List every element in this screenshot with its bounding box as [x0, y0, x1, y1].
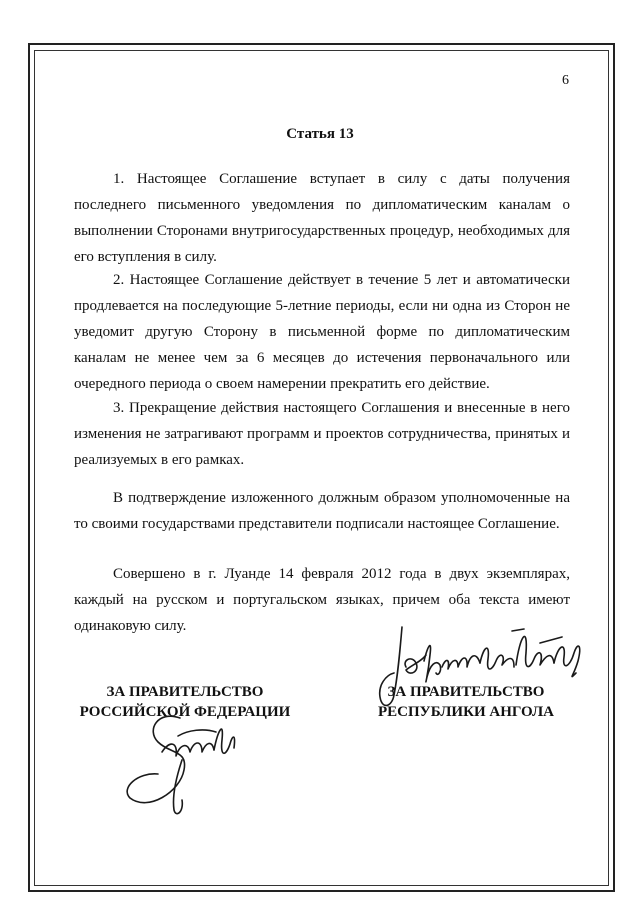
signatory-left-line1: ЗА ПРАВИТЕЛЬСТВО: [106, 684, 264, 700]
paragraph-1-text: 1. Настоящее Соглашение вступает в силу с даты получения последнего письменного уведомления по дипломатическим каналам о выполнении Сторонами внутригосударственных процедур, необходимых для его вступления в силу.: [74, 171, 570, 266]
signatory-right-line1: ЗА ПРАВИТЕЛЬСТВО: [387, 684, 545, 700]
signatory-right-line2: РЕСПУБЛИКИ АНГОЛА: [378, 704, 554, 720]
paragraph-confirmation-text: В подтверждение изложенного должным образом уполномоченные на то своими государствами представители подписали настоящее Соглашение.: [74, 490, 570, 533]
paragraph-2: [74, 267, 570, 397]
signature-right: [372, 615, 592, 715]
signatory-left-line2: РОССИЙСКОЙ ФЕДЕРАЦИИ: [79, 704, 291, 720]
paragraph-confirmation: [74, 485, 570, 537]
paragraph-3: [74, 395, 570, 473]
article-title: Статья 13: [286, 126, 354, 142]
paragraph-3-text: 3. Прекращение действия настоящего Соглашения и внесенные в него изменения не затрагивают программ и проектов сотрудничества, принятых и реализуемых в его рамках.: [74, 400, 570, 469]
page-number: 6: [562, 73, 569, 88]
paragraph-2-text: 2. Настоящее Соглашение действует в течение 5 лет и автоматически продлевается на последующие 5-летние периоды, если ни одна из Сторон не уведомит другую Сторону в письменной форме по дипломатическим каналам не менее чем за 6 месяцев до истечения первоначального или очередного периода о своем намерении прекратить его действие.: [74, 272, 570, 393]
signature-left: [118, 700, 248, 825]
paragraph-1: [74, 166, 570, 270]
paragraph-done-text: Совершено в г. Луанде 14 февраля 2012 года в двух экземплярах, каждый на русском и португальском языках, причем оба текста имеют одинаковую силу.: [74, 566, 570, 635]
